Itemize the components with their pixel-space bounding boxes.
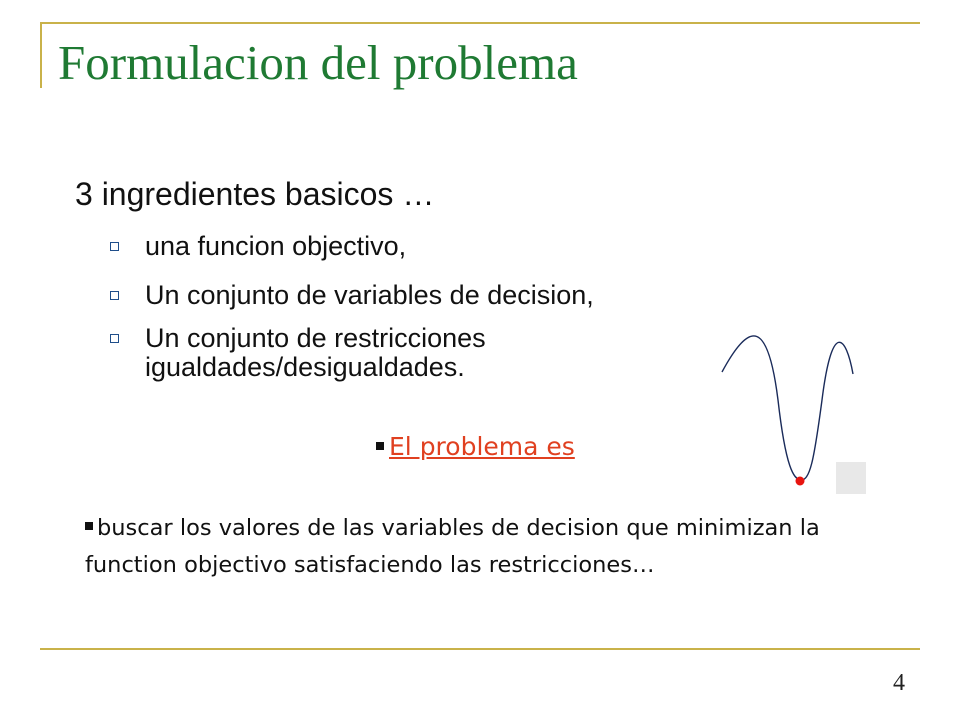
list-item-text: Un conjunto de variables de decision, [145,280,594,310]
list-item-text: una funcion objectivo, [145,231,407,261]
page-number: 4 [893,670,905,696]
bottom-rule [40,648,920,650]
list-item-text: Un conjunto de restricciones igualdades/desigualdades. [145,323,486,382]
problem-link[interactable]: El problema es [389,432,575,461]
objective-curve [722,336,853,480]
gray-placeholder [836,462,866,494]
subtitle: 3 ingredientes basicos … [75,176,435,212]
description-text: buscar los valores de las variables de decision que minimizan la function objectivo satisfaciendo las restricciones… [85,515,820,578]
slide-title: Formulacion del problema [58,35,578,90]
minimum-point [796,477,805,486]
